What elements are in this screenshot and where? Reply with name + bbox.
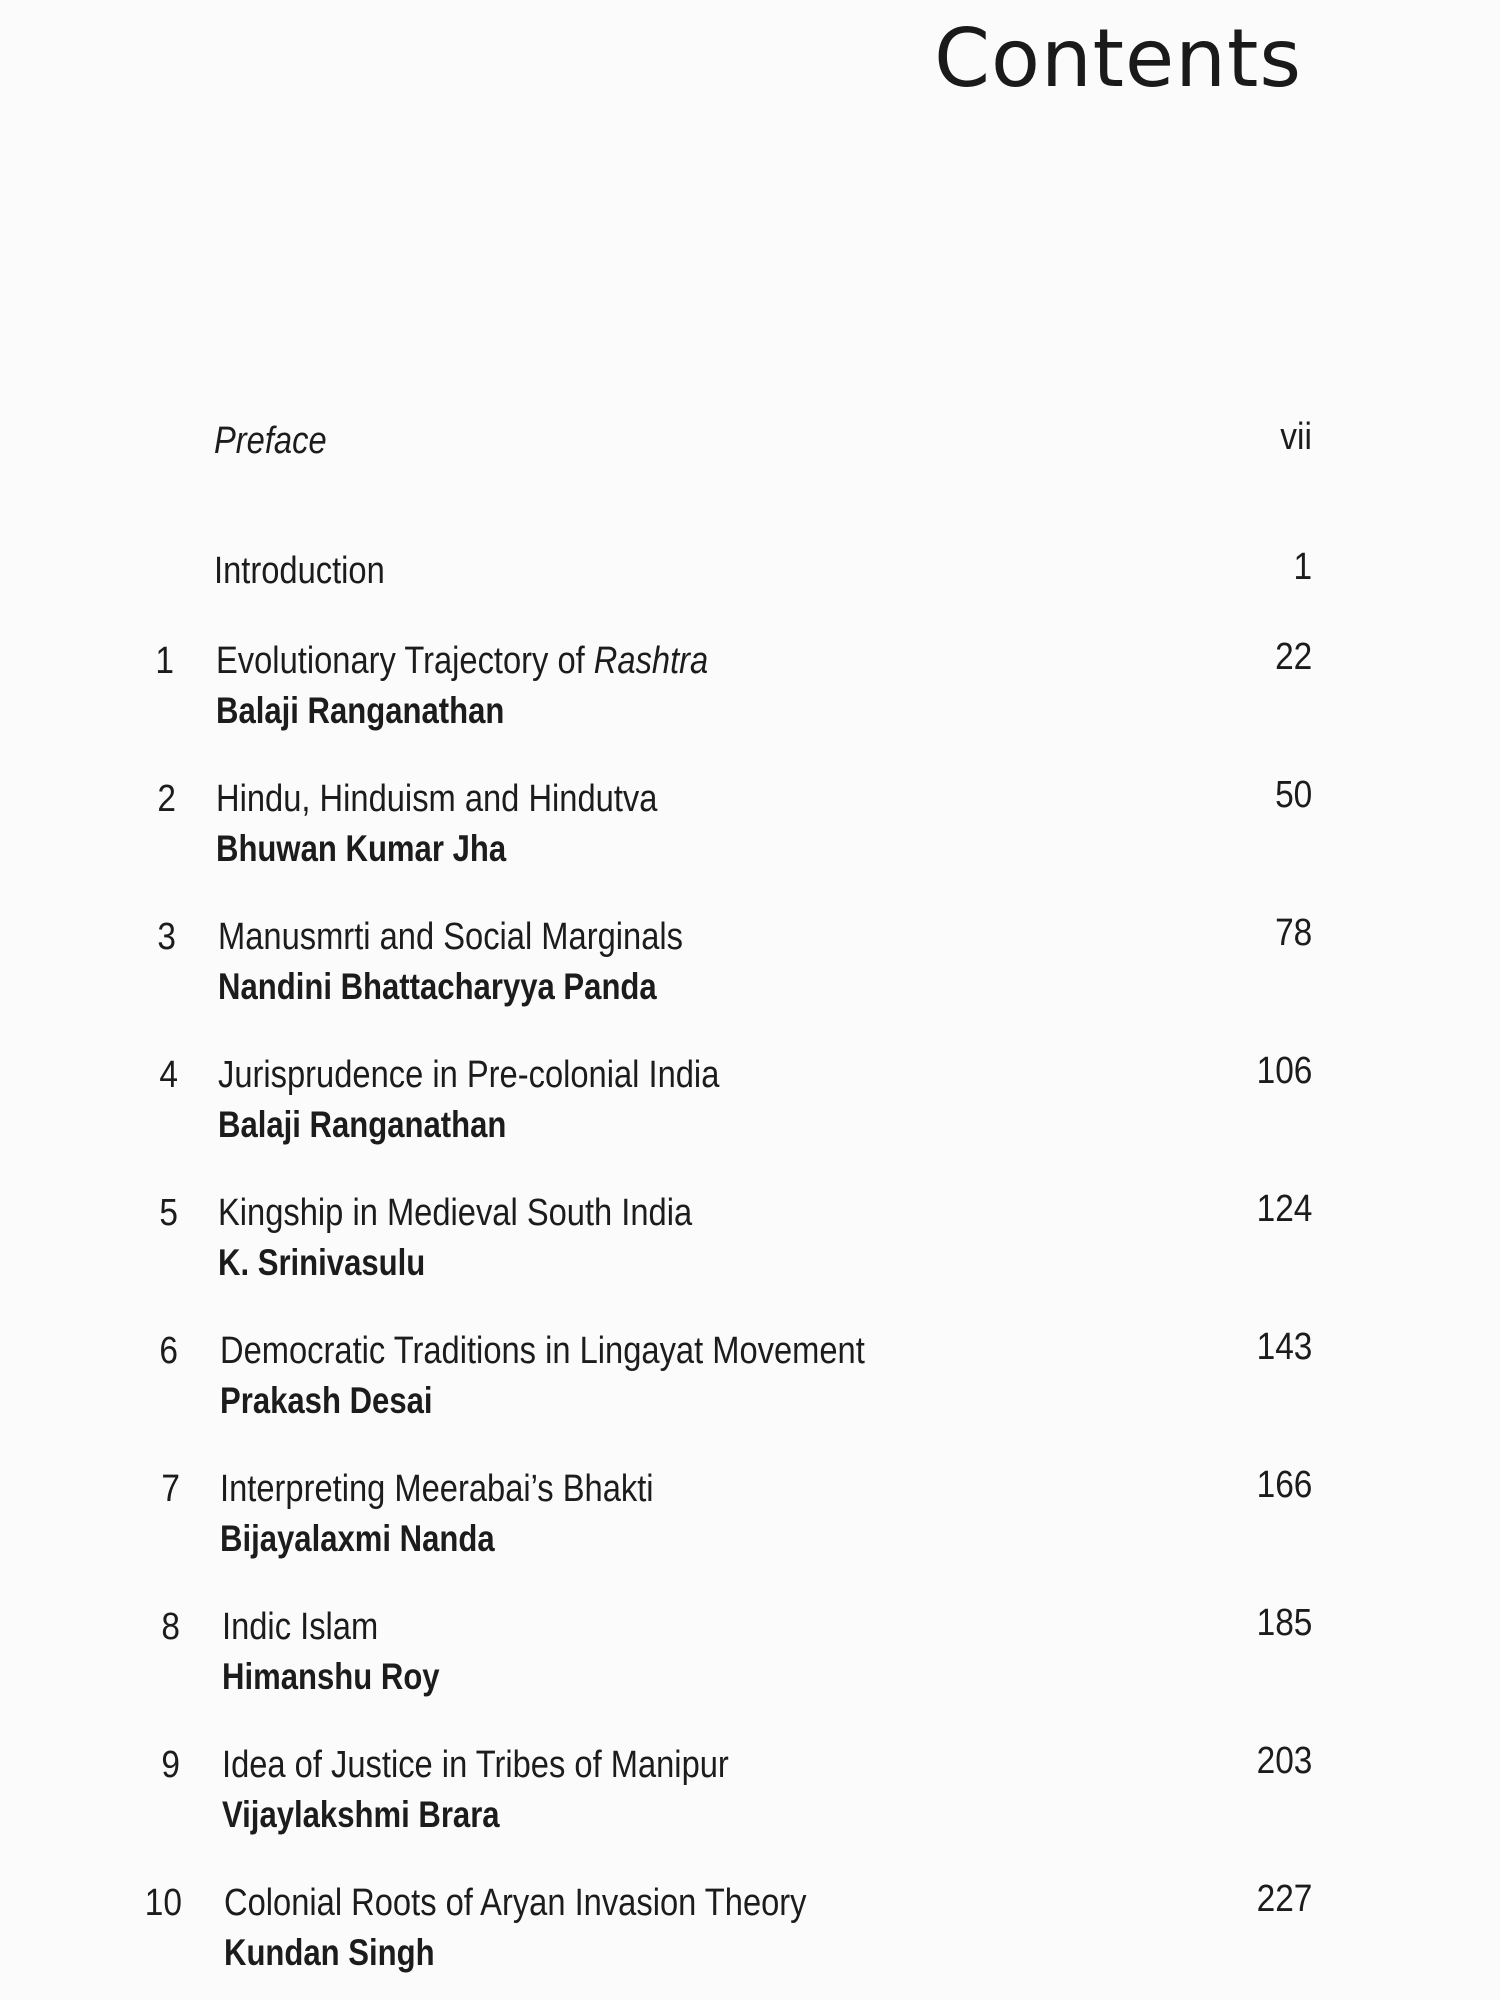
- toc-entry-chapter-5[interactable]: [0, 1188, 1500, 1302]
- entry-page-number: 50: [1274, 774, 1312, 816]
- chapter-number: 10: [144, 1882, 182, 1924]
- chapter-title: Hindu, Hinduism and Hindutva: [216, 778, 658, 820]
- chapter-author: Balaji Ranganathan: [218, 1104, 507, 1145]
- chapter-author: Bhuwan Kumar Jha: [216, 828, 507, 869]
- entry-page-number: 227: [1256, 1878, 1312, 1920]
- chapter-author: Prakash Desai: [220, 1380, 433, 1421]
- page-title: Contents: [934, 12, 1302, 105]
- toc-entry-chapter-7[interactable]: [0, 1464, 1500, 1578]
- chapter-author: Bijayalaxmi Nanda: [220, 1518, 495, 1559]
- chapter-title: Evolutionary Trajectory of Rashtra: [216, 640, 709, 682]
- chapter-author: Nandini Bhattacharyya Panda: [218, 966, 657, 1007]
- chapter-number: 1: [155, 640, 174, 682]
- toc-entry-chapter-3[interactable]: [0, 912, 1500, 1026]
- chapter-title: Jurisprudence in Pre-colonial India: [218, 1054, 720, 1096]
- entry-title: Introduction: [214, 550, 385, 592]
- entry-page-number: 78: [1274, 912, 1312, 954]
- chapter-number: 4: [159, 1054, 178, 1096]
- chapter-title: Interpreting Meerabai’s Bhakti: [220, 1468, 654, 1510]
- chapter-number: 2: [157, 778, 176, 820]
- chapter-author: Himanshu Roy: [222, 1656, 440, 1697]
- entry-page-number: 166: [1256, 1464, 1312, 1506]
- chapter-title: Idea of Justice in Tribes of Manipur: [222, 1744, 729, 1786]
- chapter-author: Balaji Ranganathan: [216, 690, 505, 731]
- chapter-author: K. Srinivasulu: [218, 1242, 426, 1283]
- chapter-title: Indic Islam: [222, 1606, 379, 1648]
- toc-entry-chapter-10[interactable]: [0, 1878, 1500, 1992]
- chapter-title: Manusmrti and Social Marginals: [218, 916, 683, 958]
- chapter-number: 8: [161, 1606, 180, 1648]
- entry-page-number: 22: [1274, 636, 1312, 678]
- entry-page-number: 124: [1256, 1188, 1312, 1230]
- entry-page-number: 1: [1293, 546, 1312, 588]
- entry-page-number: 106: [1256, 1050, 1312, 1092]
- chapter-number: 7: [161, 1468, 180, 1510]
- entry-page-number: vii: [1280, 416, 1312, 458]
- toc-entry-chapter-6[interactable]: [0, 1326, 1500, 1440]
- chapter-title: Democratic Traditions in Lingayat Movement: [220, 1330, 865, 1372]
- toc-entry-preface[interactable]: [0, 416, 1500, 530]
- chapter-author: Kundan Singh: [224, 1932, 435, 1973]
- chapter-number: 5: [159, 1192, 178, 1234]
- toc-entry-chapter-1[interactable]: [0, 636, 1500, 750]
- entry-page-number: 143: [1256, 1326, 1312, 1368]
- entry-page-number: 185: [1256, 1602, 1312, 1644]
- chapter-number: 3: [157, 916, 176, 958]
- toc-entry-chapter-4[interactable]: [0, 1050, 1500, 1164]
- toc-entry-chapter-8[interactable]: [0, 1602, 1500, 1716]
- chapter-title: Kingship in Medieval South India: [218, 1192, 693, 1234]
- chapter-author: Vijaylakshmi Brara: [222, 1794, 500, 1835]
- chapter-number: 6: [159, 1330, 178, 1372]
- entry-page-number: 203: [1256, 1740, 1312, 1782]
- toc-entry-chapter-2[interactable]: [0, 774, 1500, 888]
- entry-title: Preface: [214, 420, 327, 462]
- toc-entry-chapter-9[interactable]: [0, 1740, 1500, 1854]
- chapter-title: Colonial Roots of Aryan Invasion Theory: [224, 1882, 807, 1924]
- chapter-number: 9: [161, 1744, 180, 1786]
